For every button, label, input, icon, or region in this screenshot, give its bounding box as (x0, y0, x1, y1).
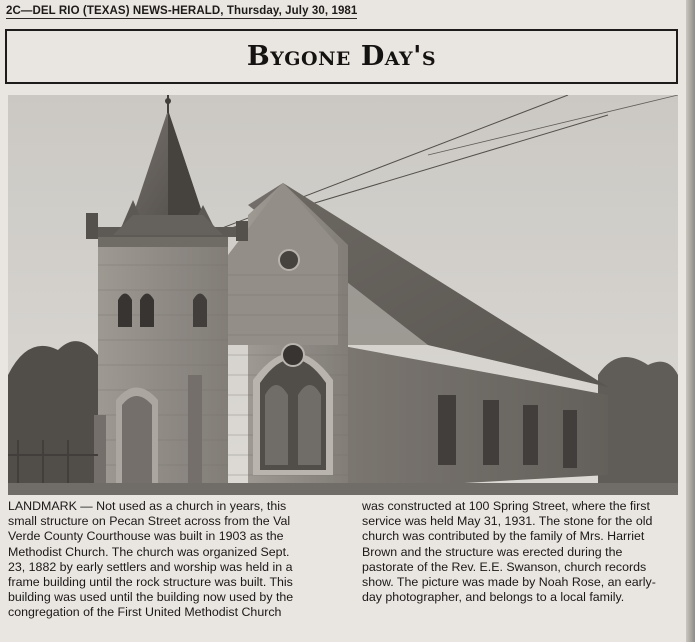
caption-line: 23, 1882 by early settlers and worship was held in a (8, 559, 293, 574)
dateline: 2C—DEL RIO (TEXAS) NEWS-HERALD, Thursday, July 30, 1981 (6, 5, 358, 17)
caption-line: frame building until the rock structure was built. This (8, 575, 293, 590)
section-banner (5, 29, 678, 84)
section-title: Bygone Day's (246, 41, 437, 72)
caption-line: congregation of the First United Methodist Church (8, 605, 282, 620)
church-photograph (8, 95, 678, 495)
caption-column-2 (362, 499, 682, 605)
caption-line: building was used until the building now used by the (8, 590, 294, 605)
caption-line: LANDMARK — Not used as a church in years, this (8, 499, 287, 513)
caption-line: Methodist Church. The church was organized Sept. (8, 544, 290, 559)
caption-line: church was contributed by the family of Mrs. Harriet (362, 529, 645, 544)
caption-line: was constructed at 100 Spring Street, where the first (362, 499, 650, 513)
caption-line: Brown and the structure was erected during the (362, 544, 623, 559)
caption-line: show. The picture was made by Noah Rose, an early- (362, 575, 656, 590)
caption-line: Verde County Courthouse was built in 1903 as the (8, 529, 284, 544)
caption-column-1 (8, 499, 328, 621)
caption-line: day photographer, and belongs to a local family. (362, 590, 625, 605)
page-edge-shadow (686, 0, 695, 642)
caption-line: small structure on Pecan Street across from the Val (8, 514, 291, 529)
caption-line: pastorate of the Rev. E.E. Swanson, church records (362, 559, 647, 574)
caption-line: service was held May 31, 1931. The stone for the old (362, 514, 653, 529)
